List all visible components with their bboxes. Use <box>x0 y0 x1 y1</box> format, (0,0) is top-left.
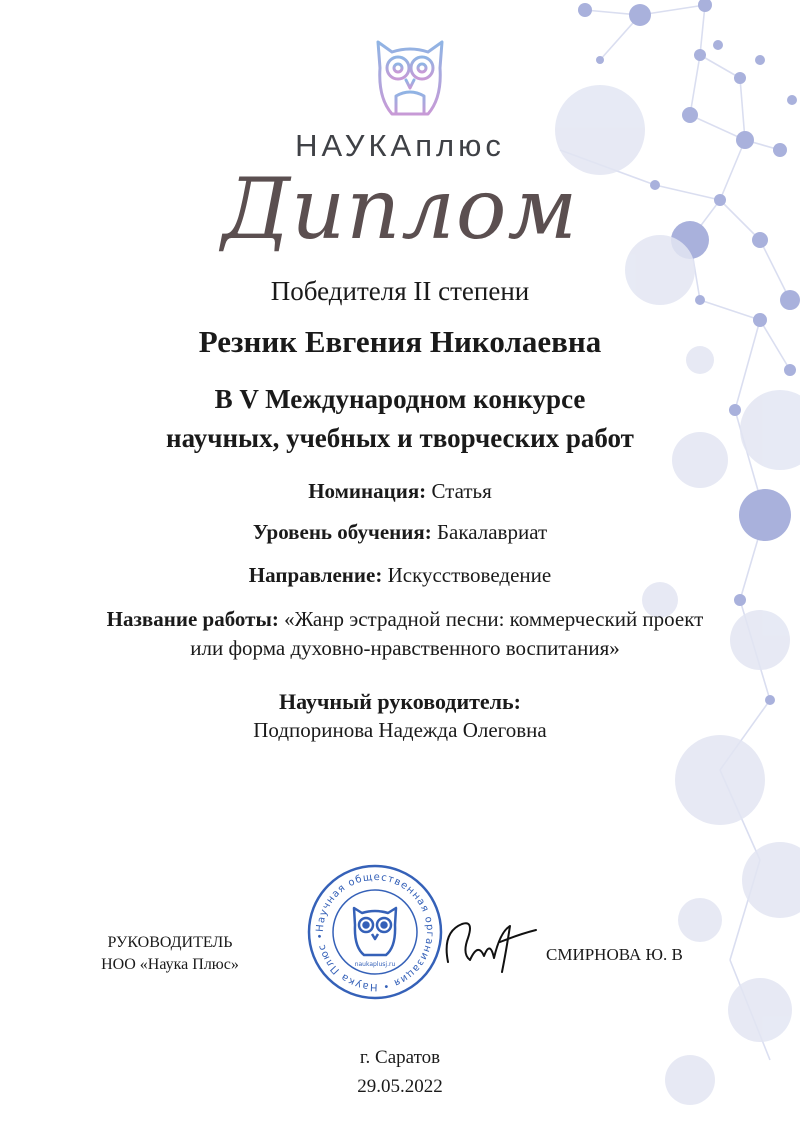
nomination-label: Номинация: <box>308 479 427 503</box>
level-row <box>0 520 800 545</box>
direction-row <box>0 563 800 588</box>
owl-logo-icon <box>370 38 450 124</box>
contest-line-1: В V Международном конкурсе <box>214 384 586 414</box>
supervisor-label: Научный руководитель: <box>279 689 521 714</box>
nomination-value: Статья <box>431 479 492 503</box>
direction-label: Направление: <box>248 563 383 587</box>
recipient-name: Резник Евгения Николаевна <box>198 324 602 359</box>
level-value: Бакалавриат <box>436 520 548 544</box>
supervisor-name: Подпоринова Надежда Олеговна <box>253 718 547 742</box>
head-organization: НОО «Наука Плюс» <box>101 956 239 973</box>
signature-icon <box>440 912 540 978</box>
seal-site-text: naukaplusj.ru <box>354 961 396 968</box>
head-role <box>80 932 260 976</box>
work-title-row <box>90 605 720 663</box>
work-label: Название работы: <box>106 607 279 631</box>
level-label: Уровень обучения: <box>252 520 432 544</box>
city: г. Саратов <box>359 1047 441 1068</box>
award-degree: Победителя II степени <box>270 276 530 306</box>
issue-date: 29.05.2022 <box>357 1076 443 1097</box>
organization-seal-icon <box>306 863 444 1001</box>
direction-value: Искусствоведение <box>387 563 552 587</box>
contest-line-2: научных, учебных и творческих работ <box>166 423 634 453</box>
brand-name: НАУКАплюс <box>295 128 505 163</box>
work-value: «Жанр эстрадной песни: коммерческий проект или форма духовно-нравственного воспитания» <box>190 607 704 660</box>
head-role-title: РУКОВОДИТЕЛЬ <box>107 934 233 951</box>
head-name: СМИРНОВА Ю. В <box>546 945 683 964</box>
certificate-title: Диплом <box>221 160 579 258</box>
seal-ring-text: Научная общественная организация • Наука Плюс • <box>314 871 436 993</box>
nomination-row <box>0 479 800 504</box>
